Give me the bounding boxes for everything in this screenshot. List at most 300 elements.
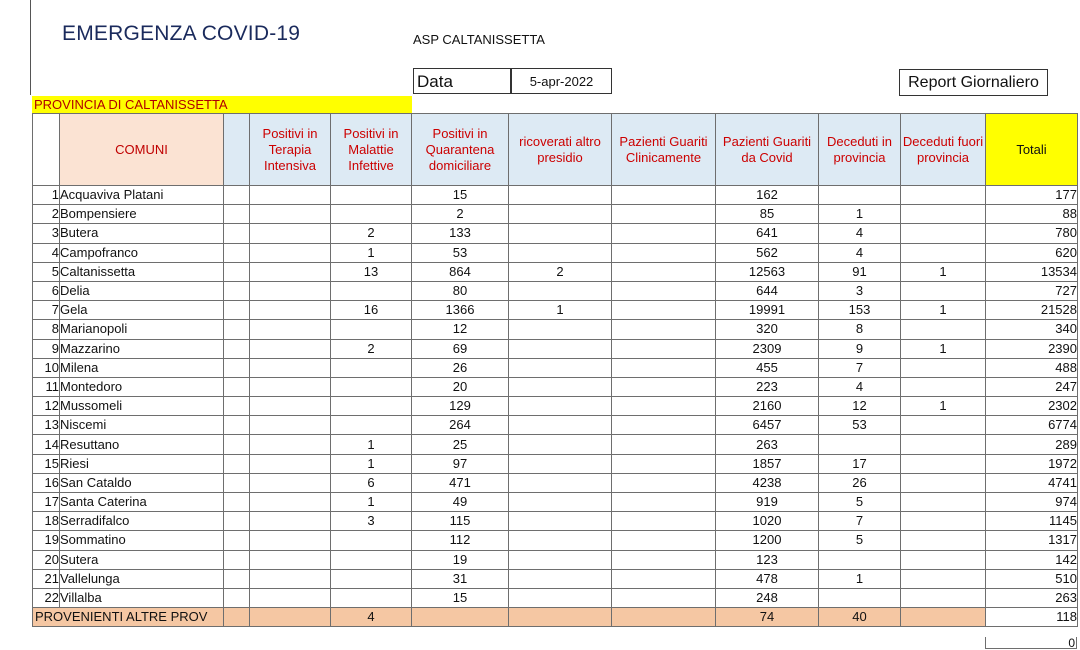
table-row <box>33 512 1078 531</box>
table-row <box>33 473 1078 492</box>
header-index <box>33 114 60 186</box>
cell-deceduti-fuori <box>901 435 986 454</box>
cell-deceduti-provincia: 4 <box>819 224 901 243</box>
row-number: 15 <box>33 454 60 473</box>
cell-deceduti-provincia: 91 <box>819 262 901 281</box>
cell-totali: 1972 <box>986 454 1078 473</box>
cell-guariti-clinicamente <box>612 186 716 205</box>
table-row <box>33 377 1078 396</box>
covid-table <box>32 113 1078 627</box>
cell-guariti-clinicamente <box>612 416 716 435</box>
cell-quarantena: 97 <box>412 454 509 473</box>
table-row <box>33 320 1078 339</box>
table-row <box>33 493 1078 512</box>
cell-quarantena: 264 <box>412 416 509 435</box>
cell-deceduti-provincia: 5 <box>819 493 901 512</box>
gap-cell <box>224 454 250 473</box>
comune-name: Resuttano <box>60 435 224 454</box>
cell-totali: 4741 <box>986 473 1078 492</box>
cell-guariti-covid: 223 <box>716 377 819 396</box>
cell-guariti-clinicamente <box>612 454 716 473</box>
gap-cell <box>224 243 250 262</box>
cell-guariti-covid: 248 <box>716 588 819 607</box>
report-label-cell: Report Giornaliero <box>899 69 1048 96</box>
cell-terapia-intensiva <box>250 569 331 588</box>
cell-ricoverati <box>509 531 612 550</box>
cell-terapia-intensiva <box>250 320 331 339</box>
header-deceduti-fuori: Deceduti fuori provincia <box>901 114 986 186</box>
cell-deceduti-provincia: 8 <box>819 320 901 339</box>
cell-deceduti-fuori <box>901 243 986 262</box>
row-number: 17 <box>33 493 60 512</box>
cell-quarantena: 49 <box>412 493 509 512</box>
cell-deceduti-fuori <box>901 454 986 473</box>
cell-guariti-clinicamente <box>612 569 716 588</box>
table-row <box>33 588 1078 607</box>
cell-guariti-covid: 1200 <box>716 531 819 550</box>
gap-cell <box>224 397 250 416</box>
cell-deceduti-provincia: 7 <box>819 512 901 531</box>
header-totali: Totali <box>986 114 1078 186</box>
cell-totali: 1145 <box>986 512 1078 531</box>
cell-totali: 2302 <box>986 397 1078 416</box>
comune-name: Delia <box>60 281 224 300</box>
comune-name: Marianopoli <box>60 320 224 339</box>
cell-malattie-infettive: 1 <box>331 435 412 454</box>
cell-malattie-infettive: 2 <box>331 339 412 358</box>
table-row <box>33 339 1078 358</box>
cell-totali: 727 <box>986 281 1078 300</box>
cell-terapia-intensiva <box>250 339 331 358</box>
cell-ricoverati <box>509 569 612 588</box>
cell-quarantena: 25 <box>412 435 509 454</box>
cell-deceduti-fuori <box>901 531 986 550</box>
cell-guariti-clinicamente <box>612 262 716 281</box>
comune-name: Gela <box>60 301 224 320</box>
cell-ricoverati <box>509 550 612 569</box>
cell-deceduti-fuori <box>901 281 986 300</box>
row-number: 3 <box>33 224 60 243</box>
cell-guariti-covid: 641 <box>716 224 819 243</box>
header-comuni: COMUNI <box>60 114 224 186</box>
cell-deceduti-provincia: 5 <box>819 531 901 550</box>
row-number: 6 <box>33 281 60 300</box>
cell-deceduti-fuori <box>901 205 986 224</box>
gap-cell <box>224 320 250 339</box>
cell-ricoverati <box>509 358 612 377</box>
table-row <box>33 281 1078 300</box>
cell-guariti-covid: 1857 <box>716 454 819 473</box>
cell-deceduti-fuori: 1 <box>901 301 986 320</box>
table-row <box>33 262 1078 281</box>
gap-cell <box>224 473 250 492</box>
cell-malattie-infettive <box>331 416 412 435</box>
cell-guariti-clinicamente <box>612 320 716 339</box>
comune-name: Santa Caterina <box>60 493 224 512</box>
cell-ricoverati <box>509 416 612 435</box>
row-number: 2 <box>33 205 60 224</box>
cell-deceduti-fuori <box>901 512 986 531</box>
cell-guariti-clinicamente <box>612 531 716 550</box>
cell-totali: 142 <box>986 550 1078 569</box>
header-terapia-intensiva: Positivi in Terapia Intensiva <box>250 114 331 186</box>
gap-cell <box>224 493 250 512</box>
header-guariti-covid: Pazienti Guariti da Covid <box>716 114 819 186</box>
cell-terapia-intensiva <box>250 377 331 396</box>
cell-guariti-clinicamente <box>612 435 716 454</box>
gap-cell <box>224 262 250 281</box>
cell-guariti-clinicamente <box>612 493 716 512</box>
cell-ricoverati: 2 <box>509 262 612 281</box>
cell-deceduti-fuori: 1 <box>901 397 986 416</box>
cell-deceduti-provincia: 26 <box>819 473 901 492</box>
table-row <box>33 550 1078 569</box>
cell-quarantena: 133 <box>412 224 509 243</box>
gap-cell <box>224 512 250 531</box>
row-number: 13 <box>33 416 60 435</box>
cell-ricoverati <box>509 493 612 512</box>
cell-guariti-covid: 644 <box>716 281 819 300</box>
comune-name: Montedoro <box>60 377 224 396</box>
cell-deceduti-fuori <box>901 186 986 205</box>
cell-guariti-clinicamente <box>612 205 716 224</box>
cell-ricoverati <box>509 281 612 300</box>
cell-terapia-intensiva <box>250 186 331 205</box>
cell-quarantena: 80 <box>412 281 509 300</box>
cell-deceduti-provincia <box>819 186 901 205</box>
comune-name: Bompensiere <box>60 205 224 224</box>
cell-totali: 2390 <box>986 339 1078 358</box>
gap-cell <box>224 281 250 300</box>
gap-cell <box>224 569 250 588</box>
cell-deceduti-fuori <box>901 569 986 588</box>
cell-totali: 1317 <box>986 531 1078 550</box>
cell-deceduti-provincia: 1 <box>819 569 901 588</box>
table-row <box>33 435 1078 454</box>
cell-totali: 488 <box>986 358 1078 377</box>
comune-name: Acquaviva Platani <box>60 186 224 205</box>
table-row <box>33 205 1078 224</box>
cell-quarantena: 19 <box>412 550 509 569</box>
header-quarantena: Positivi in Quarantena domiciliare <box>412 114 509 186</box>
cell-deceduti-fuori <box>901 377 986 396</box>
row-number: 10 <box>33 358 60 377</box>
cell-malattie-infettive <box>331 205 412 224</box>
comune-name: Campofranco <box>60 243 224 262</box>
cell-ricoverati <box>509 224 612 243</box>
gap-cell <box>224 377 250 396</box>
cell-quarantena: 20 <box>412 377 509 396</box>
row-number: 11 <box>33 377 60 396</box>
cell-guariti-clinicamente <box>612 224 716 243</box>
cell-terapia-intensiva <box>250 473 331 492</box>
cell-deceduti-provincia: 53 <box>819 416 901 435</box>
cell-deceduti-fuori: 1 <box>901 339 986 358</box>
cell-ricoverati <box>509 512 612 531</box>
cell-guariti-clinicamente <box>612 397 716 416</box>
cell-terapia-intensiva <box>250 435 331 454</box>
cell-guariti-clinicamente <box>612 339 716 358</box>
cell-ricoverati <box>509 435 612 454</box>
cell-terapia-intensiva <box>250 531 331 550</box>
cell-deceduti-provincia <box>819 550 901 569</box>
cell-totali: 6774 <box>986 416 1078 435</box>
comune-name: Riesi <box>60 454 224 473</box>
cell-guariti-clinicamente <box>612 473 716 492</box>
cell-malattie-infettive: 4 <box>331 608 412 627</box>
cell-totali: 974 <box>986 493 1078 512</box>
cell-totali: 247 <box>986 377 1078 396</box>
cell-deceduti-provincia: 9 <box>819 339 901 358</box>
cell-malattie-infettive: 1 <box>331 454 412 473</box>
cell-quarantena: 15 <box>412 588 509 607</box>
cell-deceduti-provincia: 40 <box>819 608 901 627</box>
left-border-rule <box>30 0 31 95</box>
cell-totali: 510 <box>986 569 1078 588</box>
cell-quarantena <box>412 608 509 627</box>
table-row <box>33 243 1078 262</box>
cell-terapia-intensiva <box>250 281 331 300</box>
cell-malattie-infettive <box>331 358 412 377</box>
cell-quarantena: 112 <box>412 531 509 550</box>
cell-totali: 780 <box>986 224 1078 243</box>
comune-name: Mussomeli <box>60 397 224 416</box>
cell-deceduti-provincia <box>819 435 901 454</box>
cell-quarantena: 2 <box>412 205 509 224</box>
comune-name: Sommatino <box>60 531 224 550</box>
cell-terapia-intensiva <box>250 301 331 320</box>
row-number: 8 <box>33 320 60 339</box>
cell-ricoverati: 1 <box>509 301 612 320</box>
cell-totali: 289 <box>986 435 1078 454</box>
cell-deceduti-fuori <box>901 588 986 607</box>
cell-deceduti-provincia: 17 <box>819 454 901 473</box>
cell-guariti-covid: 478 <box>716 569 819 588</box>
cell-ricoverati <box>509 186 612 205</box>
row-number: 21 <box>33 569 60 588</box>
cell-ricoverati <box>509 608 612 627</box>
row-number: 5 <box>33 262 60 281</box>
cell-deceduti-fuori <box>901 416 986 435</box>
header-ricoverati: ricoverati altro presidio <box>509 114 612 186</box>
gap-cell <box>224 608 250 627</box>
gap-cell <box>224 186 250 205</box>
cell-deceduti-provincia: 153 <box>819 301 901 320</box>
cell-deceduti-fuori <box>901 493 986 512</box>
table-row <box>33 358 1078 377</box>
gap-cell <box>224 224 250 243</box>
cell-totali: 620 <box>986 243 1078 262</box>
cell-quarantena: 26 <box>412 358 509 377</box>
cell-totali: 88 <box>986 205 1078 224</box>
cell-guariti-covid: 4238 <box>716 473 819 492</box>
cell-deceduti-fuori <box>901 608 986 627</box>
header-malattie-infettive: Positivi in Malattie Infettive <box>331 114 412 186</box>
cell-ricoverati <box>509 339 612 358</box>
cell-guariti-covid: 1020 <box>716 512 819 531</box>
gap-cell <box>224 205 250 224</box>
cell-quarantena: 471 <box>412 473 509 492</box>
other-provinces-row <box>33 608 1078 627</box>
comune-name: Vallelunga <box>60 569 224 588</box>
cell-guariti-clinicamente <box>612 588 716 607</box>
cell-malattie-infettive <box>331 588 412 607</box>
cell-guariti-covid: 320 <box>716 320 819 339</box>
table-row <box>33 569 1078 588</box>
row-number: 19 <box>33 531 60 550</box>
cell-deceduti-provincia: 3 <box>819 281 901 300</box>
cell-totali: 340 <box>986 320 1078 339</box>
cell-quarantena: 53 <box>412 243 509 262</box>
cell-guariti-covid: 162 <box>716 186 819 205</box>
cell-terapia-intensiva <box>250 416 331 435</box>
cell-deceduti-fuori <box>901 224 986 243</box>
cell-guariti-covid: 263 <box>716 435 819 454</box>
cell-deceduti-fuori <box>901 473 986 492</box>
row-number: 20 <box>33 550 60 569</box>
asp-label: ASP CALTANISSETTA <box>413 32 545 47</box>
cell-deceduti-provincia: 1 <box>819 205 901 224</box>
cell-ricoverati <box>509 320 612 339</box>
cell-malattie-infettive <box>331 531 412 550</box>
cell-ricoverati <box>509 397 612 416</box>
cell-terapia-intensiva <box>250 550 331 569</box>
comune-name: San Cataldo <box>60 473 224 492</box>
cell-terapia-intensiva <box>250 493 331 512</box>
row-number: 22 <box>33 588 60 607</box>
row-number: 14 <box>33 435 60 454</box>
cell-guariti-clinicamente <box>612 243 716 262</box>
cell-deceduti-fuori <box>901 550 986 569</box>
cell-guariti-covid: 562 <box>716 243 819 262</box>
header-guariti-clinicamente: Pazienti Guariti Clinicamente <box>612 114 716 186</box>
cell-malattie-infettive: 1 <box>331 243 412 262</box>
gap-cell <box>224 339 250 358</box>
cell-malattie-infettive <box>331 320 412 339</box>
cell-deceduti-provincia: 4 <box>819 377 901 396</box>
cell-terapia-intensiva <box>250 397 331 416</box>
comune-name: Butera <box>60 224 224 243</box>
table-row <box>33 416 1078 435</box>
cell-quarantena: 864 <box>412 262 509 281</box>
comune-name: Milena <box>60 358 224 377</box>
gap-cell <box>224 301 250 320</box>
comune-name: Serradifalco <box>60 512 224 531</box>
cell-guariti-clinicamente <box>612 550 716 569</box>
cell-quarantena: 129 <box>412 397 509 416</box>
cell-totali: 263 <box>986 588 1078 607</box>
cell-deceduti-fuori <box>901 320 986 339</box>
cell-malattie-infettive <box>331 550 412 569</box>
date-value-cell[interactable]: 5-apr-2022 <box>511 68 612 94</box>
cell-deceduti-fuori: 1 <box>901 262 986 281</box>
cell-ricoverati <box>509 377 612 396</box>
cell-totali: 13534 <box>986 262 1078 281</box>
cell-malattie-infettive <box>331 377 412 396</box>
cell-quarantena: 69 <box>412 339 509 358</box>
cell-guariti-clinicamente <box>612 301 716 320</box>
cell-ricoverati <box>509 473 612 492</box>
cell-guariti-covid: 6457 <box>716 416 819 435</box>
cell-totali: 118 <box>986 608 1078 627</box>
page-title: EMERGENZA COVID-19 <box>62 22 301 45</box>
grand-total-value: 0 <box>1068 636 1075 650</box>
row-number: 12 <box>33 397 60 416</box>
cell-guariti-covid: 919 <box>716 493 819 512</box>
cell-quarantena: 1366 <box>412 301 509 320</box>
cell-guariti-clinicamente <box>612 512 716 531</box>
cell-deceduti-provincia: 7 <box>819 358 901 377</box>
row-number: 7 <box>33 301 60 320</box>
cell-deceduti-fuori <box>901 358 986 377</box>
cell-ricoverati <box>509 454 612 473</box>
cell-malattie-infettive: 3 <box>331 512 412 531</box>
other-provinces-label: PROVENIENTI ALTRE PROV <box>33 608 224 627</box>
province-label: PROVINCIA DI CALTANISSETTA <box>32 96 412 113</box>
cell-terapia-intensiva <box>250 358 331 377</box>
cell-deceduti-provincia: 12 <box>819 397 901 416</box>
cell-guariti-clinicamente <box>612 358 716 377</box>
header-gap <box>224 114 250 186</box>
header-row <box>33 114 1078 186</box>
cell-terapia-intensiva <box>250 262 331 281</box>
cell-guariti-covid: 19991 <box>716 301 819 320</box>
comune-name: Mazzarino <box>60 339 224 358</box>
cell-guariti-clinicamente <box>612 377 716 396</box>
cell-ricoverati <box>509 588 612 607</box>
cell-terapia-intensiva <box>250 454 331 473</box>
cell-guariti-clinicamente <box>612 608 716 627</box>
gap-cell <box>224 435 250 454</box>
date-label-cell: Data <box>413 68 511 94</box>
cell-guariti-covid: 123 <box>716 550 819 569</box>
cell-guariti-covid: 2309 <box>716 339 819 358</box>
cell-malattie-infettive: 13 <box>331 262 412 281</box>
cell-deceduti-provincia: 4 <box>819 243 901 262</box>
row-number: 18 <box>33 512 60 531</box>
cell-guariti-covid: 455 <box>716 358 819 377</box>
cell-terapia-intensiva <box>250 243 331 262</box>
cell-guariti-covid: 12563 <box>716 262 819 281</box>
table-row <box>33 531 1078 550</box>
cell-ricoverati <box>509 205 612 224</box>
gap-cell <box>224 358 250 377</box>
cell-malattie-infettive <box>331 186 412 205</box>
cell-malattie-infettive: 6 <box>331 473 412 492</box>
cell-malattie-infettive <box>331 281 412 300</box>
cell-terapia-intensiva <box>250 512 331 531</box>
cell-terapia-intensiva <box>250 224 331 243</box>
cell-guariti-clinicamente <box>612 281 716 300</box>
cell-guariti-covid: 74 <box>716 608 819 627</box>
cell-ricoverati <box>509 243 612 262</box>
cell-terapia-intensiva <box>250 588 331 607</box>
cell-malattie-infettive <box>331 397 412 416</box>
cell-malattie-infettive: 1 <box>331 493 412 512</box>
cell-quarantena: 115 <box>412 512 509 531</box>
comune-name: Villalba <box>60 588 224 607</box>
cell-guariti-covid: 85 <box>716 205 819 224</box>
cell-quarantena: 31 <box>412 569 509 588</box>
row-number: 9 <box>33 339 60 358</box>
table-row <box>33 454 1078 473</box>
cell-totali: 21528 <box>986 301 1078 320</box>
row-number: 16 <box>33 473 60 492</box>
gap-cell <box>224 416 250 435</box>
gap-cell <box>224 531 250 550</box>
row-number: 1 <box>33 186 60 205</box>
table-row <box>33 397 1078 416</box>
